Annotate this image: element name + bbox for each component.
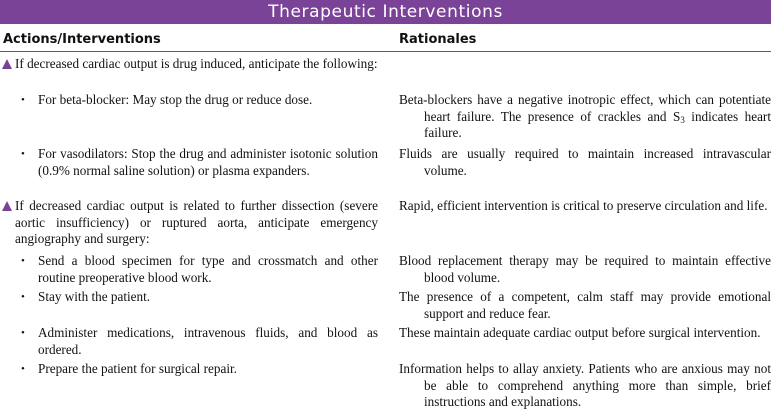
action-row-0 <box>0 56 378 73</box>
section-banner: Therapeutic Interventions <box>0 0 771 24</box>
rationale-text: Blood replacement therapy may be required to maintain effective blood volume. <box>399 253 771 285</box>
bullet-icon: • <box>21 327 25 339</box>
actions-column-header: Actions/Interventions <box>3 32 161 47</box>
rationale-row-2 <box>399 146 771 179</box>
action-text: If decreased cardiac output is drug induced, anticipate the following: <box>15 56 378 71</box>
action-text: For vasodilators: Stop the drug and administer isotonic solution (0.9% normal saline solution) or plasma expanders. <box>38 146 378 178</box>
rationale-row-4 <box>399 253 771 286</box>
rationale-row-3 <box>399 198 771 215</box>
subscript: 3 <box>680 114 685 125</box>
bullet-icon: • <box>21 255 25 267</box>
action-row-2 <box>0 146 378 179</box>
bullet-icon: • <box>21 291 25 303</box>
action-text: Prepare the patient for surgical repair. <box>38 361 237 376</box>
header-divider <box>0 51 771 52</box>
action-row-3 <box>0 198 378 248</box>
rationale-text: Beta-blockers have a negative inotropic effect, which can potentiate heart failure. The presence of crackles and $S_3$ indicates heart failure. <box>399 92 771 141</box>
rationale-text: Information helps to allay anxiety. Patients who are anxious may not be able to comprehend anything more than simple, brief instructions and explanations. <box>399 361 771 410</box>
rationale-text: These maintain adequate cardiac output before surgical intervention. <box>399 325 761 340</box>
bullet-icon: • <box>21 94 25 106</box>
action-text: Send a blood specimen for type and crossmatch and other routine preoperative blood work. <box>38 253 378 285</box>
action-text: Administer medications, intravenous fluids, and blood as ordered. <box>38 325 378 357</box>
bullet-icon: • <box>21 148 25 160</box>
action-row-1 <box>0 92 378 109</box>
action-text: For beta-blocker: May stop the drug or reduce dose. <box>38 92 313 107</box>
rationale-text: Rapid, efficient intervention is critical to preserve circulation and life. <box>399 198 768 213</box>
rationale-row-6 <box>399 325 771 342</box>
action-text: If decreased cardiac output is related to further dissection (severe aortic insufficiency) or ruptured aorta, anticipate emergency angiography and surgery: <box>15 198 378 247</box>
action-row-6 <box>0 325 378 358</box>
rationale-text: Fluids are usually required to maintain increased intravascular volume. <box>399 146 771 178</box>
bullet-icon: • <box>21 363 25 375</box>
rationale-text: The presence of a competent, calm staff may provide emotional support and reduce fear. <box>399 289 771 321</box>
triangle-marker-icon <box>2 59 12 69</box>
rationale-row-5 <box>399 289 771 322</box>
action-row-4 <box>0 253 378 286</box>
rationale-row-7 <box>399 361 771 411</box>
rationales-column-header: Rationales <box>399 32 477 47</box>
action-row-5 <box>0 289 378 306</box>
action-text: Stay with the patient. <box>38 289 151 304</box>
action-row-7 <box>0 361 378 378</box>
rationale-row-1 <box>399 92 771 142</box>
triangle-marker-icon <box>2 201 12 211</box>
